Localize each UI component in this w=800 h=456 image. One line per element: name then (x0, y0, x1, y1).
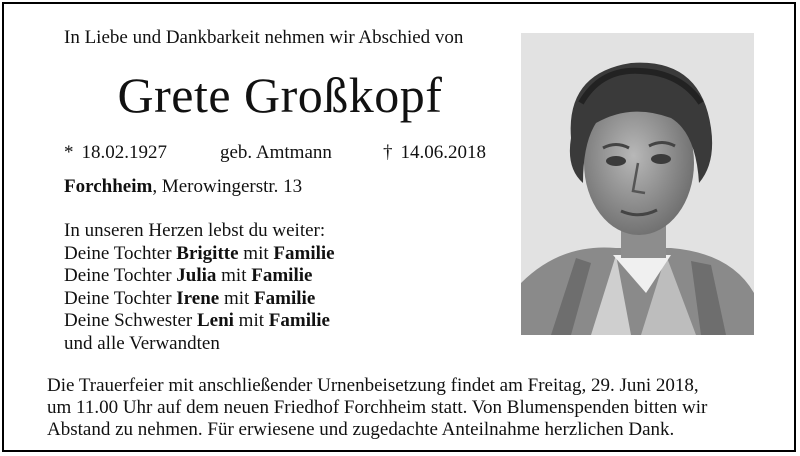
funeral-line: um 11.00 Uhr auf dem neuen Friedhof Forchheim statt. Von Blumenspenden bitten wir (47, 397, 708, 418)
mourners-closing: und alle Verwandten (64, 332, 220, 354)
funeral-notice (47, 375, 767, 441)
mourner-connector: mit (233, 310, 269, 331)
mourners-block (64, 220, 335, 355)
mourner-name: Julia (176, 265, 217, 286)
mourner-name: Brigitte (176, 242, 239, 264)
mourner-relation: Deine Tochter (64, 265, 177, 286)
death-symbol: † (383, 142, 393, 163)
mourner-connector: mit (238, 242, 274, 264)
mourner-family: Familie (268, 310, 330, 331)
address-city: Forchheim (64, 176, 153, 197)
death-date: 14.06.2018 (400, 142, 486, 163)
address (64, 176, 302, 198)
mourner-line (64, 265, 335, 288)
death-info (383, 142, 486, 164)
birth-date: 18.02.1927 (81, 142, 167, 163)
mourner-relation: Deine Tochter (64, 242, 177, 264)
mourner-family: Familie (251, 265, 313, 286)
maiden-name: geb. Amtmann (220, 142, 332, 163)
intro-line: In Liebe und Dankbarkeit nehmen wir Abschied von (64, 27, 464, 48)
birth-symbol: * (64, 142, 74, 163)
mourner-name: Irene (176, 287, 220, 309)
deceased-name: Grete Großkopf (117, 67, 443, 123)
mourner-connector: mit (219, 287, 255, 309)
mourner-line (64, 243, 335, 266)
mourner-line (64, 288, 335, 311)
mourner-name: Leni (196, 310, 234, 331)
funeral-line: Abstand zu nehmen. Für erwiesene und zugedachte Anteilnahme herzlichen Dank. (47, 419, 675, 440)
mourner-relation: Deine Schwester (64, 310, 197, 331)
portrait-photo (521, 33, 754, 335)
mourners-heading: In unseren Herzen lebst du weiter: (64, 220, 326, 241)
mourner-family: Familie (273, 242, 335, 264)
birth-info (64, 142, 167, 164)
mourner-family: Familie (254, 287, 316, 309)
mourner-line (64, 310, 335, 333)
funeral-line: Die Trauerfeier mit anschließender Urnenbeisetzung findet am Freitag, 29. Juni 2018, (47, 375, 699, 396)
address-street: , Merowingerstr. 13 (152, 176, 303, 197)
mourner-relation: Deine Tochter (64, 287, 177, 309)
mourner-connector: mit (216, 265, 252, 286)
